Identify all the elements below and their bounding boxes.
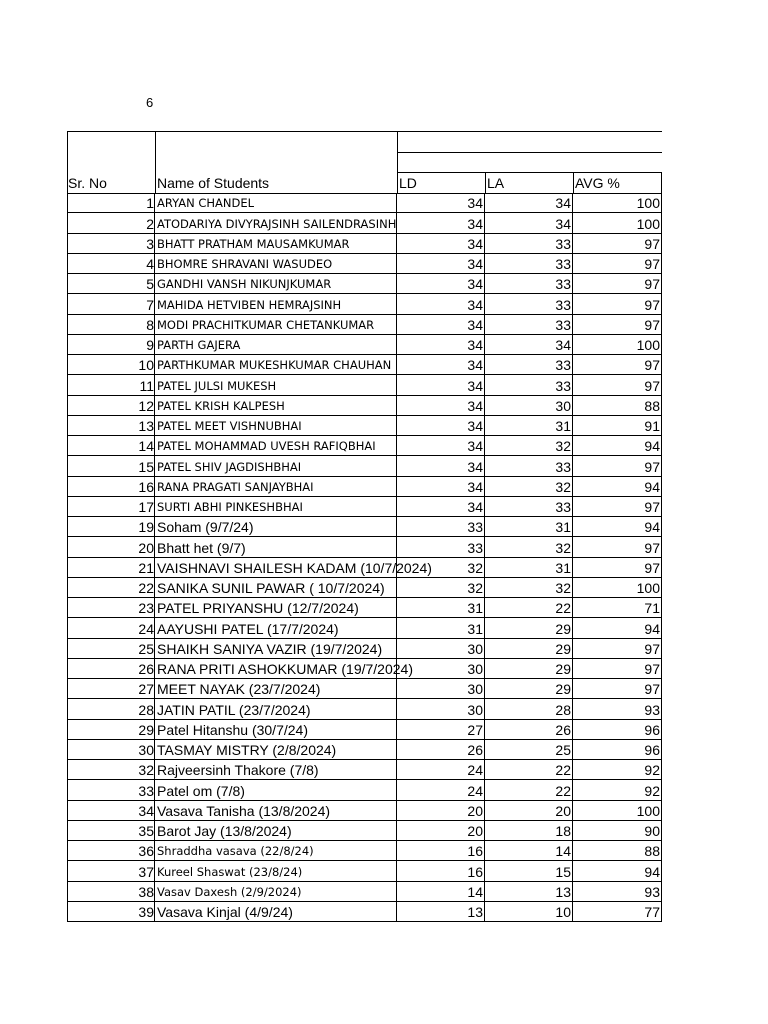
- ld-cell: 32: [397, 558, 485, 577]
- table-row: [67, 396, 662, 416]
- avg-cell: 97: [573, 497, 662, 516]
- ld-cell: 34: [397, 335, 485, 354]
- avg-cell: 96: [573, 740, 662, 759]
- sr-no-cell: 28: [67, 699, 155, 718]
- student-name-cell: GANDHI VANSH NIKUNJKUMAR: [155, 274, 397, 293]
- ld-cell: 34: [397, 497, 485, 516]
- ld-cell: 30: [397, 699, 485, 718]
- ld-cell: 34: [397, 456, 485, 475]
- la-cell: 22: [485, 760, 573, 779]
- avg-cell: 88: [573, 841, 662, 860]
- table-row: [67, 618, 662, 638]
- ld-cell: 16: [397, 861, 485, 880]
- la-cell: 33: [485, 234, 573, 253]
- student-name-cell: Vasav Daxesh (2/9/2024): [155, 882, 397, 901]
- student-name-cell: Shraddha vasava (22/8/24): [155, 841, 397, 860]
- avg-cell: 97: [573, 274, 662, 293]
- avg-cell: 97: [573, 355, 662, 374]
- sr-no-cell: 11: [67, 375, 155, 394]
- la-cell: 34: [485, 335, 573, 354]
- sr-no-cell: 20: [67, 537, 155, 556]
- table-row: [67, 456, 662, 476]
- ld-cell: 31: [397, 598, 485, 617]
- la-cell: 33: [485, 274, 573, 293]
- sr-no-cell: 13: [67, 416, 155, 435]
- sr-no-cell: 34: [67, 801, 155, 820]
- la-cell: 25: [485, 740, 573, 759]
- la-cell: 18: [485, 821, 573, 840]
- table-row: [67, 780, 662, 800]
- student-name-cell: PATEL MEET VISHNUBHAI: [155, 416, 397, 435]
- header-mid-rule: [397, 152, 662, 153]
- avg-cell: 97: [573, 456, 662, 475]
- ld-cell: 34: [397, 436, 485, 455]
- student-name-cell: Patel Hitanshu (30/7/24): [155, 720, 397, 739]
- student-name-cell: MODI PRACHITKUMAR CHETANKUMAR: [155, 315, 397, 334]
- student-name-cell: PATEL PRIYANSHU (12/7/2024): [155, 598, 397, 617]
- sr-no-cell: 4: [67, 254, 155, 273]
- student-name-cell: Soham (9/7/24): [155, 517, 397, 536]
- student-name-cell: AAYUSHI PATEL (17/7/2024): [155, 618, 397, 637]
- avg-cell: 93: [573, 882, 662, 901]
- table-row: [67, 254, 662, 274]
- student-name-cell: Bhatt het (9/7): [155, 537, 397, 556]
- avg-cell: 93: [573, 699, 662, 718]
- ld-cell: 14: [397, 882, 485, 901]
- table-row: [67, 213, 662, 233]
- sr-no-cell: 8: [67, 315, 155, 334]
- ld-cell: 34: [397, 194, 485, 212]
- header-la: LA: [487, 175, 505, 191]
- avg-cell: 94: [573, 517, 662, 536]
- avg-cell: 77: [573, 902, 662, 921]
- avg-cell: 94: [573, 618, 662, 637]
- sr-no-cell: 26: [67, 659, 155, 678]
- la-cell: 31: [485, 517, 573, 536]
- la-cell: 32: [485, 578, 573, 597]
- ld-cell: 33: [397, 537, 485, 556]
- avg-cell: 97: [573, 679, 662, 698]
- page-number: 6: [146, 95, 154, 110]
- sr-no-cell: 19: [67, 517, 155, 536]
- la-cell: 14: [485, 841, 573, 860]
- avg-cell: 92: [573, 760, 662, 779]
- table-row: [67, 436, 662, 456]
- avg-cell: 94: [573, 477, 662, 496]
- header-divider: [661, 172, 662, 193]
- sr-no-cell: 29: [67, 720, 155, 739]
- ld-cell: 13: [397, 902, 485, 921]
- sr-no-cell: 5: [67, 274, 155, 293]
- header-ld: LD: [399, 175, 417, 191]
- student-name-cell: MEET NAYAK (23/7/2024): [155, 679, 397, 698]
- la-cell: 32: [485, 537, 573, 556]
- ld-cell: 27: [397, 720, 485, 739]
- ld-cell: 26: [397, 740, 485, 759]
- sr-no-cell: 24: [67, 618, 155, 637]
- la-cell: 34: [485, 213, 573, 232]
- ld-cell: 31: [397, 618, 485, 637]
- sr-no-cell: 14: [67, 436, 155, 455]
- student-name-cell: PARTHKUMAR MUKESHKUMAR CHAUHAN: [155, 355, 397, 374]
- la-cell: 20: [485, 801, 573, 820]
- la-cell: 28: [485, 699, 573, 718]
- student-name-cell: Vasava Kinjal (4/9/24): [155, 902, 397, 921]
- avg-cell: 97: [573, 254, 662, 273]
- avg-cell: 97: [573, 234, 662, 253]
- la-cell: 32: [485, 477, 573, 496]
- avg-cell: 100: [573, 578, 662, 597]
- table-row: [67, 477, 662, 497]
- student-name-cell: BHATT PRATHAM MAUSAMKUMAR: [155, 234, 397, 253]
- la-cell: 33: [485, 456, 573, 475]
- ld-cell: 20: [397, 801, 485, 820]
- header-divider: [397, 131, 398, 193]
- avg-cell: 97: [573, 294, 662, 313]
- table-row: [67, 902, 662, 922]
- student-name-cell: RANA PRITI ASHOKKUMAR (19/7/2024): [155, 659, 397, 678]
- sr-no-cell: 27: [67, 679, 155, 698]
- avg-cell: 100: [573, 194, 662, 212]
- la-cell: 29: [485, 659, 573, 678]
- sr-no-cell: 30: [67, 740, 155, 759]
- la-cell: 29: [485, 679, 573, 698]
- table-row: [67, 355, 662, 375]
- ld-cell: 34: [397, 355, 485, 374]
- avg-cell: 71: [573, 598, 662, 617]
- avg-cell: 97: [573, 639, 662, 658]
- student-name-cell: BHOMRE SHRAVANI WASUDEO: [155, 254, 397, 273]
- sr-no-cell: 39: [67, 902, 155, 921]
- student-name-cell: Barot Jay (13/8/2024): [155, 821, 397, 840]
- sr-no-cell: 1: [67, 194, 155, 212]
- table-row: [67, 598, 662, 618]
- header-divider: [485, 172, 486, 193]
- sr-no-cell: 15: [67, 456, 155, 475]
- la-cell: 30: [485, 396, 573, 415]
- avg-cell: 100: [573, 335, 662, 354]
- ld-cell: 16: [397, 841, 485, 860]
- table-row: [67, 335, 662, 355]
- student-name-cell: ARYAN CHANDEL: [155, 194, 397, 212]
- student-name-cell: SHAIKH SANIYA VAZIR (19/7/2024): [155, 639, 397, 658]
- sr-no-cell: 38: [67, 882, 155, 901]
- sr-no-cell: 9: [67, 335, 155, 354]
- la-cell: 29: [485, 618, 573, 637]
- table-row: [67, 821, 662, 841]
- la-cell: 33: [485, 254, 573, 273]
- table-row: [67, 537, 662, 557]
- sr-no-cell: 21: [67, 558, 155, 577]
- header-divider: [155, 131, 156, 193]
- la-cell: 10: [485, 902, 573, 921]
- ld-cell: 33: [397, 517, 485, 536]
- student-name-cell: PATEL KRISH KALPESH: [155, 396, 397, 415]
- table-row: [67, 801, 662, 821]
- avg-cell: 94: [573, 861, 662, 880]
- table-row: [67, 841, 662, 861]
- ld-cell: 34: [397, 274, 485, 293]
- table-row: [67, 416, 662, 436]
- sr-no-cell: 16: [67, 477, 155, 496]
- header-top-rule: [67, 131, 662, 132]
- avg-cell: 92: [573, 780, 662, 799]
- avg-cell: 94: [573, 436, 662, 455]
- avg-cell: 97: [573, 659, 662, 678]
- sr-no-cell: 36: [67, 841, 155, 860]
- sr-no-cell: 33: [67, 780, 155, 799]
- la-cell: 13: [485, 882, 573, 901]
- table-row: [67, 193, 662, 213]
- student-name-cell: PATEL JULSI MUKESH: [155, 375, 397, 394]
- table-row: [67, 517, 662, 537]
- table-row: [67, 294, 662, 314]
- header-sr-no: Sr. No: [68, 175, 107, 191]
- table-body: [67, 193, 662, 922]
- sr-no-cell: 3: [67, 234, 155, 253]
- table-header: [67, 131, 661, 193]
- student-name-cell: SANIKA SUNIL PAWAR ( 10/7/2024): [155, 578, 397, 597]
- header-avg: AVG %: [575, 175, 620, 191]
- student-name-cell: JATIN PATIL (23/7/2024): [155, 699, 397, 718]
- student-name-cell: MAHIDA HETVIBEN HEMRAJSINH: [155, 294, 397, 313]
- la-cell: 26: [485, 720, 573, 739]
- avg-cell: 96: [573, 720, 662, 739]
- header-sub-rule: [397, 172, 662, 173]
- avg-cell: 90: [573, 821, 662, 840]
- avg-cell: 100: [573, 801, 662, 820]
- la-cell: 29: [485, 639, 573, 658]
- ld-cell: 30: [397, 639, 485, 658]
- la-cell: 22: [485, 598, 573, 617]
- table-row: [67, 558, 662, 578]
- student-name-cell: VAISHNAVI SHAILESH KADAM (10/7/2024): [155, 558, 397, 577]
- la-cell: 31: [485, 416, 573, 435]
- sr-no-cell: 2: [67, 213, 155, 232]
- student-name-cell: Vasava Tanisha (13/8/2024): [155, 801, 397, 820]
- ld-cell: 30: [397, 659, 485, 678]
- student-name-cell: PATEL SHIV JAGDISHBHAI: [155, 456, 397, 475]
- student-name-cell: ATODARIYA DIVYRAJSINH SAILENDRASINH: [155, 213, 397, 232]
- sr-no-cell: 23: [67, 598, 155, 617]
- table-row: [67, 861, 662, 881]
- table-row: [67, 659, 662, 679]
- avg-cell: 88: [573, 396, 662, 415]
- table-row: [67, 720, 662, 740]
- avg-cell: 97: [573, 315, 662, 334]
- ld-cell: 34: [397, 477, 485, 496]
- avg-cell: 100: [573, 213, 662, 232]
- sr-no-cell: 10: [67, 355, 155, 374]
- header-divider: [573, 172, 574, 193]
- student-name-cell: Patel om (7/8): [155, 780, 397, 799]
- ld-cell: 30: [397, 679, 485, 698]
- sr-no-cell: 7: [67, 294, 155, 313]
- sr-no-cell: 37: [67, 861, 155, 880]
- la-cell: 33: [485, 355, 573, 374]
- avg-cell: 91: [573, 416, 662, 435]
- sr-no-cell: 17: [67, 497, 155, 516]
- header-name: Name of Students: [157, 175, 270, 191]
- ld-cell: 34: [397, 416, 485, 435]
- la-cell: 33: [485, 315, 573, 334]
- student-name-cell: Rajveersinh Thakore (7/8): [155, 760, 397, 779]
- avg-cell: 97: [573, 558, 662, 577]
- student-name-cell: RANA PRAGATI SANJAYBHAI: [155, 477, 397, 496]
- ld-cell: 34: [397, 234, 485, 253]
- student-name-cell: PATEL MOHAMMAD UVESH RAFIQBHAI: [155, 436, 397, 455]
- la-cell: 32: [485, 436, 573, 455]
- avg-cell: 97: [573, 375, 662, 394]
- table-row: [67, 740, 662, 760]
- ld-cell: 34: [397, 213, 485, 232]
- ld-cell: 32: [397, 578, 485, 597]
- la-cell: 34: [485, 194, 573, 212]
- table-row: [67, 274, 662, 294]
- la-cell: 33: [485, 375, 573, 394]
- table-row: [67, 497, 662, 517]
- avg-cell: 97: [573, 537, 662, 556]
- ld-cell: 34: [397, 254, 485, 273]
- ld-cell: 34: [397, 396, 485, 415]
- la-cell: 33: [485, 294, 573, 313]
- table-row: [67, 315, 662, 335]
- ld-cell: 24: [397, 760, 485, 779]
- la-cell: 15: [485, 861, 573, 880]
- table-row: [67, 760, 662, 780]
- ld-cell: 34: [397, 315, 485, 334]
- table-row: [67, 234, 662, 254]
- ld-cell: 20: [397, 821, 485, 840]
- student-name-cell: SURTI ABHI PINKESHBHAI: [155, 497, 397, 516]
- table-row: [67, 375, 662, 395]
- sr-no-cell: 22: [67, 578, 155, 597]
- table-row: [67, 679, 662, 699]
- sr-no-cell: 12: [67, 396, 155, 415]
- student-name-cell: TASMAY MISTRY (2/8/2024): [155, 740, 397, 759]
- ld-cell: 34: [397, 375, 485, 394]
- student-name-cell: Kureel Shaswat (23/8/24): [155, 861, 397, 880]
- sr-no-cell: 35: [67, 821, 155, 840]
- sr-no-cell: 32: [67, 760, 155, 779]
- ld-cell: 24: [397, 780, 485, 799]
- la-cell: 31: [485, 558, 573, 577]
- table-row: [67, 578, 662, 598]
- ld-cell: 34: [397, 294, 485, 313]
- table-row: [67, 882, 662, 902]
- la-cell: 22: [485, 780, 573, 799]
- table-row: [67, 699, 662, 719]
- table-row: [67, 639, 662, 659]
- sr-no-cell: 25: [67, 639, 155, 658]
- student-name-cell: PARTH GAJERA: [155, 335, 397, 354]
- la-cell: 33: [485, 497, 573, 516]
